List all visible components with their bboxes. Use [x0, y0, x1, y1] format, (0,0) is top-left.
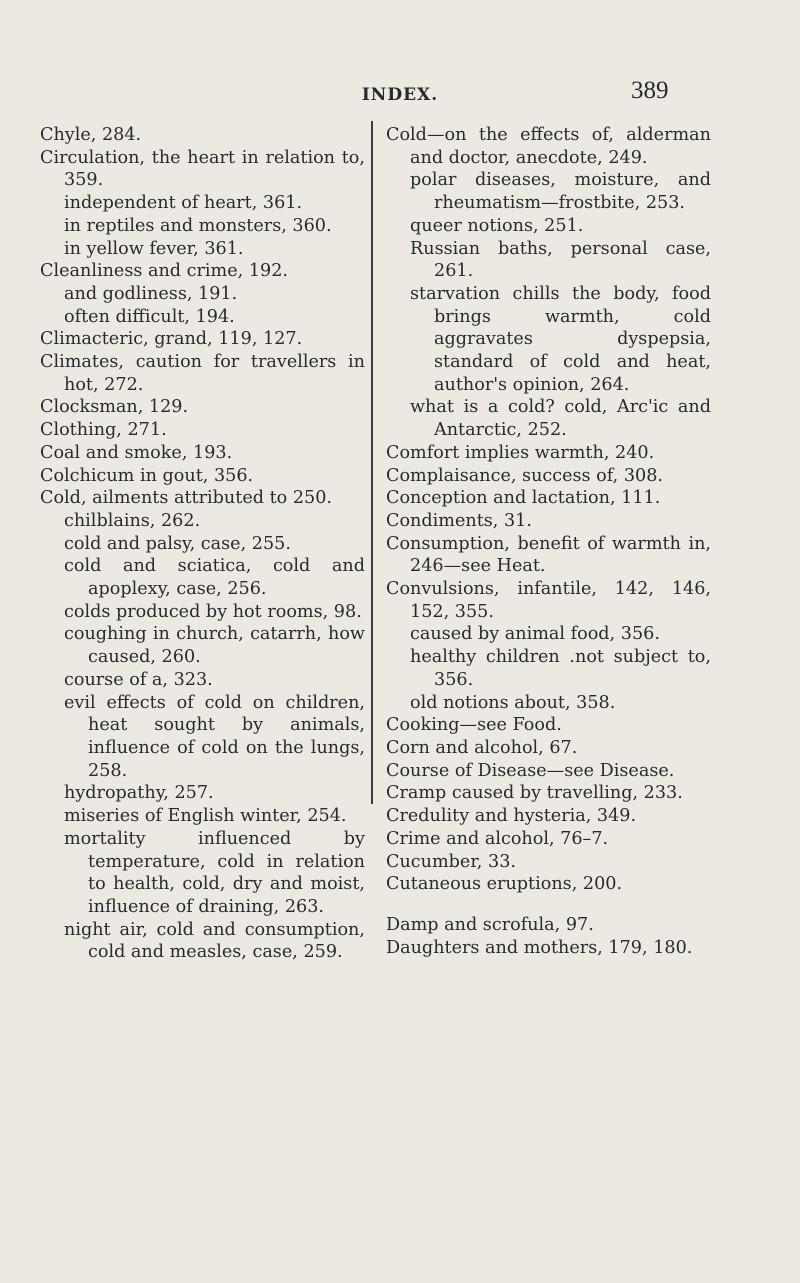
index-entry: polar diseases, moisture, and rheumatism—frostbite, 253. [410, 170, 711, 214]
index-entry: colds produced by hot rooms, 98. [64, 601, 362, 622]
index-entry: coughing in church, catarrh, how caused, 260. [64, 624, 365, 668]
index-entry: Clothing, 271. [40, 420, 167, 441]
column-divider [371, 121, 373, 804]
index-entry: Corn and alcohol, 67. [386, 737, 578, 758]
index-entry: old notions about, 358. [410, 692, 616, 713]
index-entry: hydropathy, 257. [64, 783, 214, 804]
index-entry: Daughters and mothers, 179, 180. [386, 937, 693, 958]
index-entry: Climates, caution for travellers in hot, 272. [40, 352, 365, 395]
index-entry: Clocksman, 129. [40, 397, 189, 418]
index-entry: what is a cold? cold, Arc'ic and Antarctic, 252. [410, 397, 711, 441]
index-entry: Cold—on the effects of, alderman and doctor, anecdote, 249. [386, 125, 711, 168]
index-entry: chilblains, 262. [64, 510, 201, 531]
index-entry: cold and sciatica, cold and apoplexy, case, 256. [64, 556, 365, 600]
index-entry: Consumption, benefit of warmth in, 246—see Heat. [386, 533, 711, 577]
index-entry: Cramp caused by travelling, 233. [386, 783, 683, 804]
page-number: 389 [631, 77, 669, 104]
index-entry: caused by animal food, 356. [410, 624, 660, 645]
index-entry: Conception and lactation, 111. [386, 488, 661, 509]
index-entry: queer notions, 251. [410, 215, 584, 236]
index-entry: Cleanliness and crime, 192. [40, 261, 288, 282]
index-entry: healthy children .not subject to, 356. [410, 647, 711, 690]
index-column-right [386, 124, 711, 959]
index-entry: Cooking—see Food. [386, 715, 562, 736]
index-column-left [40, 124, 365, 964]
index-entry: cold and palsy, case, 255. [64, 533, 291, 554]
index-entry: Coal and smoke, 193. [40, 442, 233, 463]
index-entry: Crime and alcohol, 76–7. [386, 828, 609, 849]
index-entry: in reptiles and monsters, 360. [64, 215, 332, 236]
index-entry: in yellow fever, 361. [64, 238, 244, 259]
index-entry: Credulity and hysteria, 349. [386, 806, 637, 827]
index-entry: Russian baths, personal case, 261. [410, 238, 711, 282]
index-entry: Cutaneous eruptions, 200. [386, 874, 623, 895]
index-entry: Course of Disease—see Disease. [386, 760, 675, 781]
index-entry: Cold, ailments attributed to 250. [40, 488, 333, 509]
index-entry: Chyle, 284. [40, 125, 142, 145]
index-entry: Convulsions, infantile, 142, 146, 152, 355. [386, 579, 711, 622]
index-entry: evil effects of cold on children, heat sought by animals, influence of cold on the lungs, 258. [64, 692, 365, 781]
index-entry: starvation chills the body, food brings warmth, cold aggravates dyspepsia, standard of cold and heat, author's opinion, 264. [410, 283, 711, 395]
index-entry: Condiments, 31. [386, 510, 532, 531]
index-entry: Damp and scrofula, 97. [386, 914, 594, 935]
index-entry: independent of heart, 361. [64, 193, 303, 214]
index-entry: Colchicum in gout, 356. [40, 465, 254, 486]
index-entry: night air, cold and consumption, cold and measles, case, 259. [64, 919, 365, 963]
page-title: INDEX. [361, 85, 439, 105]
index-entry: mortality influenced by temperature, cold in relation to health, cold, dry and moist, influence of draining, 263. [64, 828, 365, 917]
index-entry: Cucumber, 33. [386, 851, 516, 872]
index-entry: and godliness, 191. [64, 283, 238, 304]
index-entry: often difficult, 194. [64, 306, 235, 327]
index-entry: Circulation, the heart in relation to, 359. [40, 147, 365, 191]
index-entry: Comfort implies warmth, 240. [386, 442, 655, 463]
index-entry: course of a, 323. [64, 669, 213, 690]
index-entry: Complaisance, success of, 308. [386, 465, 664, 486]
index-entry: miseries of English winter, 254. [64, 806, 347, 827]
index-entry: Climacteric, grand, 119, 127. [40, 329, 303, 350]
